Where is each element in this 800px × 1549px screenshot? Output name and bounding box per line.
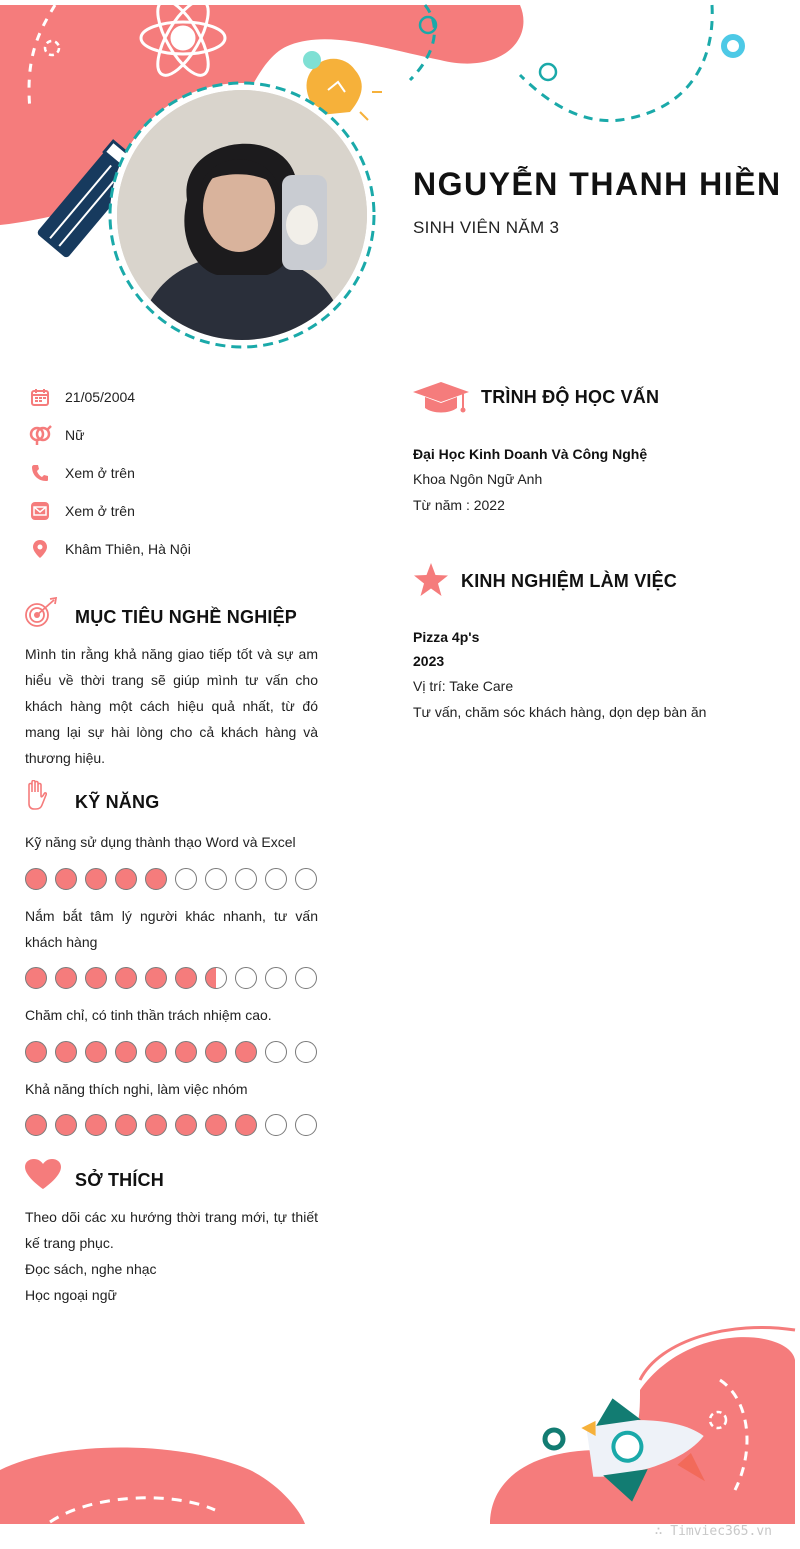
objective-text: Mình tin rằng khả năng giao tiếp tốt và sự am hiểu về thời trang sẽ giúp mình tư vấn cho khách hàng một cách hiệu quả nhất, từ đó mang lại sự hài lòng cho cả khách hàng và thương hiệu. (25, 646, 318, 766)
skill-dot (205, 868, 227, 890)
candidate-name: NGUYỄN THANH HIỀN (413, 166, 782, 202)
skill-dot (295, 868, 317, 890)
skill-dot (145, 868, 167, 890)
skill-dot (295, 967, 317, 989)
skill-rating-1 (25, 868, 317, 890)
skill-dot (25, 1114, 47, 1136)
email-icon (28, 499, 52, 523)
calendar-icon (28, 385, 52, 409)
candidate-title: SINH VIÊN NĂM 3 (413, 218, 560, 237)
skill-rating-2 (25, 967, 317, 989)
skill-label-2: Nắm bắt tâm lý người khác nhanh, tư vấn khách hàng (25, 908, 318, 950)
experience-position: Vị trí: Take Care (413, 678, 514, 694)
objective-title: MỤC TIÊU NGHỀ NGHIỆP (75, 607, 298, 627)
skill-rating-3 (25, 1041, 317, 1063)
info-address (28, 537, 191, 561)
skill-label-1: Kỹ năng sử dụng thành thạo Word và Excel (25, 834, 296, 850)
skill-dot (55, 868, 77, 890)
skill-dot (55, 1041, 77, 1063)
skill-dot (85, 868, 107, 890)
skills-title: KỸ NĂNG (75, 792, 160, 812)
skill-dot (265, 1114, 287, 1136)
avatar (117, 90, 367, 340)
skill-dot (55, 967, 77, 989)
skill-dot (115, 1041, 137, 1063)
skill-dot (205, 1114, 227, 1136)
skill-dot (25, 1041, 47, 1063)
skill-dot (205, 1041, 227, 1063)
skill-dot (265, 1041, 287, 1063)
skill-dot (235, 1041, 257, 1063)
experience-description: Tư vấn, chăm sóc khách hàng, dọn dẹp bàn ăn (413, 704, 707, 720)
skill-dot (235, 1114, 257, 1136)
hobby-3: Học ngoại ngữ (25, 1287, 117, 1303)
education-major: Khoa Ngôn Ngữ Anh (413, 471, 543, 487)
gender-text: Nữ (65, 427, 85, 443)
info-gender (28, 423, 85, 447)
skill-dot (265, 967, 287, 989)
skill-dot (145, 967, 167, 989)
info-phone (28, 461, 135, 485)
gender-icon (28, 423, 52, 447)
skill-dot (115, 1114, 137, 1136)
skill-dot (85, 1041, 107, 1063)
education-school: Đại Học Kinh Doanh Và Công Nghệ (413, 446, 648, 462)
education-period: Từ năm : 2022 (413, 497, 505, 513)
birthdate-text: 21/05/2004 (65, 389, 136, 405)
star-icon (413, 562, 449, 603)
info-birthdate (28, 385, 136, 409)
hobbies-title: SỞ THÍCH (75, 1170, 164, 1190)
skill-rating-4 (25, 1114, 317, 1136)
skill-dot (55, 1114, 77, 1136)
education-title: TRÌNH ĐỘ HỌC VẤN (481, 387, 660, 407)
target-icon (24, 597, 58, 634)
skill-dot (295, 1114, 317, 1136)
hand-icon (25, 780, 47, 815)
skill-dot (175, 1041, 197, 1063)
skill-dot (205, 967, 227, 989)
phone-icon (28, 461, 52, 485)
skill-dot (25, 967, 47, 989)
hobby-2: Đọc sách, nghe nhạc (25, 1261, 157, 1277)
skill-dot (175, 868, 197, 890)
email-text: Xem ở trên (65, 503, 135, 519)
location-icon (28, 537, 52, 561)
hobby-1: Theo dõi các xu hướng thời trang mới, tự thiết kế trang phục. (25, 1209, 318, 1251)
skill-dot (175, 967, 197, 989)
skill-dot (295, 1041, 317, 1063)
skill-dot (85, 1114, 107, 1136)
skill-dot (175, 1114, 197, 1136)
skill-dot (25, 868, 47, 890)
skill-label-4: Khả năng thích nghi, làm việc nhóm (25, 1081, 248, 1097)
experience-company: Pizza 4p's (413, 629, 480, 645)
address-text: Khâm Thiên, Hà Nội (65, 541, 191, 557)
watermark: ∴ Timviec365.vn (654, 1524, 772, 1539)
experience-title: KINH NGHIỆM LÀM VIỆC (461, 571, 678, 591)
heart-icon (24, 1158, 62, 1195)
skill-dot (235, 868, 257, 890)
skill-dot (145, 1041, 167, 1063)
info-email (28, 499, 135, 523)
skill-dot (115, 868, 137, 890)
experience-year: 2023 (413, 653, 445, 669)
skill-label-3: Chăm chỉ, có tinh thần trách nhiệm cao. (25, 1007, 272, 1023)
graduation-cap-icon (413, 380, 469, 419)
skill-dot (145, 1114, 167, 1136)
phone-text: Xem ở trên (65, 465, 135, 481)
skill-dot (85, 967, 107, 989)
skill-dot (265, 868, 287, 890)
skill-dot (115, 967, 137, 989)
skill-dot (235, 967, 257, 989)
